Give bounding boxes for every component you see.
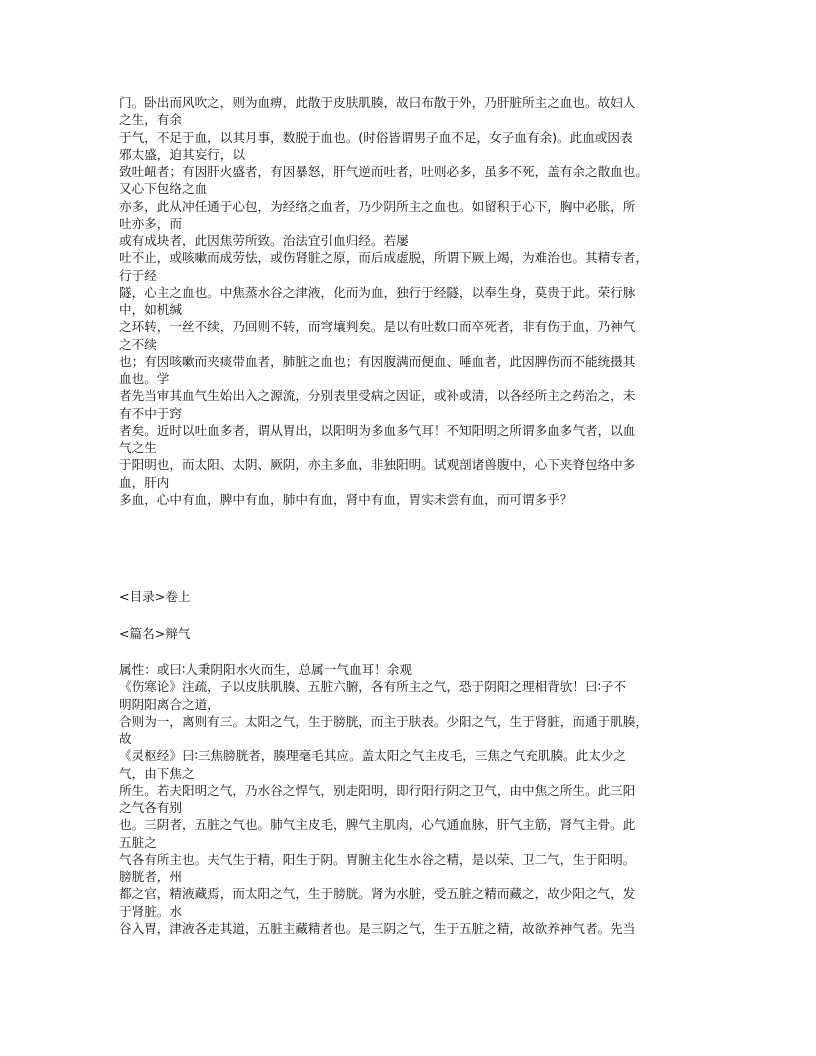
text-line: 属性：或曰∶人秉阴阳水火而生，总属一气血耳！余观 <box>119 662 412 677</box>
text-line: 之生，有余 <box>119 112 182 128</box>
text-line: 之不续 <box>119 336 157 352</box>
text-line: 隧，心主之血也。中焦蒸水谷之津液，化而为血，独行于经隧，以奉生身，莫贵于此。荣行脉 <box>119 284 636 300</box>
toc-heading <box>119 588 719 605</box>
toc-heading-text: <目录>卷上 <box>119 589 191 604</box>
text-line: 气之生 <box>119 440 157 455</box>
text-line: 或有成块者，此因焦劳所致。治法宜引血归经。若屡 <box>119 233 409 248</box>
text-line: 所生。若夫阳明之气，乃水谷之悍气，别走阳明，即行阳行阴之卫气，由中焦之所生。此三阳 <box>119 782 636 798</box>
text-line: 之环转，一丝不续，乃回则不转，而穹壤判矣。是以有吐数口而卒死者，非有伤于血，乃神气 <box>119 319 636 335</box>
text-line: 于阳明也，而太阳、太阴、厥阴，亦主多血，非独阳明。试观剖诸兽腹中，心下夹脊包络中多 <box>119 457 636 473</box>
text-line: 邪太盛，迫其妄行，以 <box>119 146 245 162</box>
text-line: 于气，不足于血，以其月事，数脱于血也。(时俗皆谓男子血不足，女子血有余)。此血或因表 <box>119 129 633 145</box>
text-line: 《灵枢经》曰∶三焦膀胱者，腠理毫毛其应。盖太阳之气主皮毛，三焦之气充肌腠。此太少之 <box>119 748 627 764</box>
text-line: 亦多，此从冲任通于心包，为经络之血者，乃少阴所主之血也。如留积于心下，胸中必胀，所 <box>119 198 636 214</box>
text-line: 合则为一，离则有三。太阳之气，生于膀胱，而主于肤表。少阳之气，生于肾脏，而通于肌腠， <box>119 713 648 729</box>
chapter-heading-text: <篇名>辩气 <box>119 626 191 641</box>
text-line: 吐不止，或咳嗽而成劳怯，或伤肾脏之原，而后成虚脱，所谓下厥上竭，为难治也。其精专者， <box>119 250 648 266</box>
text-line: 血，肝内 <box>119 474 170 490</box>
chapter-heading <box>119 625 719 642</box>
text-line: 气，由下焦之 <box>119 765 195 781</box>
text-line: 谷入胃，津液各走其道，五脏主藏精者也。是三阴之气，生于五脏之精，故欲养神气者。先当 <box>119 920 636 936</box>
text-line: 于肾脏。水 <box>119 903 182 919</box>
text-line: 门。卧出而风吹之，则为血痹，此散于皮肤肌腠，故曰布散于外，乃肝脏所主之血也。故妇人 <box>119 95 636 110</box>
text-line: 也；有因咳嗽而夹痰带血者，肺脏之血也；有因腹满而便血、唾血者，此因脾伤而不能统摄其 <box>119 353 636 369</box>
text-line: 血也。学 <box>119 371 170 386</box>
passage-blood <box>119 94 719 508</box>
text-line: 者矣。近时以吐血多者，谓从胃出，以阳明为多血多气耳！不知阳明之所谓多血多气者，以血 <box>119 422 636 438</box>
passage-qi <box>119 661 719 937</box>
text-line: 又心下包络之血 <box>119 181 208 197</box>
text-line: 《伤寒论》注疏，子以皮肤肌腠、五脏六腑，各有所主之气，恐于阴阳之理相背欤！曰∶子不 <box>119 679 627 695</box>
text-line: 明阴阳离合之道， <box>119 696 220 712</box>
text-line: 膀胱者，州 <box>119 869 182 884</box>
text-line: 多血，心中有血，脾中有血，肺中有血，肾中有血，胃实未尝有血，而可谓多乎？ <box>119 491 573 507</box>
text-line: 都之官，精液藏焉，而太阳之气，生于膀胱。肾为水脏，受五脏之精而藏之，故少阳之气，发 <box>119 886 636 902</box>
text-line: 致吐衄者；有因肝火盛者，有因暴怒，肝气逆而吐者，吐则必多，虽多不死，盖有余之散血也。 <box>119 164 648 179</box>
text-line: 者先当审其血气生始出入之源流，分别表里受病之因证，或补或清，以各经所主之药治之，未 <box>119 388 636 404</box>
text-line: 五脏之 <box>119 834 157 850</box>
text-line: 吐亦多，而 <box>119 215 182 231</box>
text-line: 有不中于窍 <box>119 405 182 421</box>
text-line: 中，如机缄 <box>119 302 182 317</box>
text-line: 气各有所主也。夫气生于精，阳生于阴。胃腑主化生水谷之精，是以荣、卫二气，生于阳明。 <box>119 851 636 867</box>
text-line: 也。三阴者，五脏之气也。肺气主皮毛，脾气主肌肉，心气通血脉，肝气主筋，肾气主骨。此 <box>119 817 636 833</box>
text-line: 行于经 <box>119 267 157 283</box>
text-line: 故 <box>119 731 132 746</box>
text-line: 之气各有别 <box>119 800 182 815</box>
